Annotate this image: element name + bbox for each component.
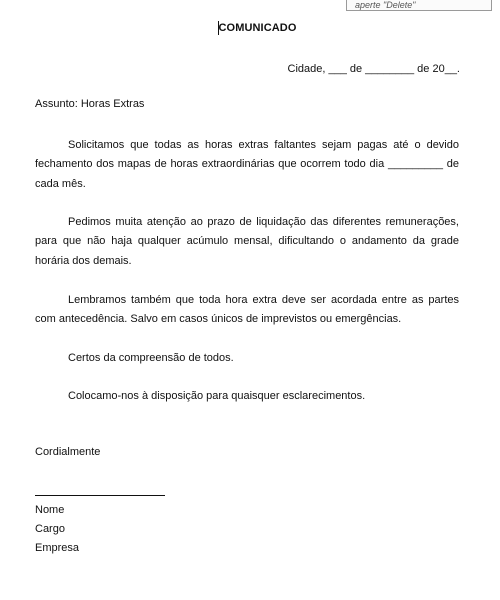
document-title[interactable]: [204, 22, 297, 34]
signature-role[interactable]: Cargo: [35, 523, 65, 535]
paragraph-deadline-attention[interactable]: Pedimos muita atenção ao prazo de liquidação das diferentes remunerações, para que não haja qualquer acúmulo mensal, dificultando o andamento da grade horária dos demais.: [35, 216, 459, 267]
paragraph-advance-agreement[interactable]: Lembramos também que toda hora extra deve ser acordada entre as partes com antecedência. Salvo em casos únicos de imprevistos ou emergências.: [35, 294, 459, 326]
signature-company[interactable]: Empresa: [35, 542, 80, 554]
delete-hint-text: aperte "Delete": [355, 0, 416, 10]
paragraph-overtime-payment[interactable]: Solicitamos que todas as horas extras faltantes sejam pagas até o devido fechamento dos mapas de horas extraordinárias que ocorrem todo dia _________ de cada mês.: [35, 139, 459, 190]
delete-hint-box: [346, 0, 492, 11]
title-row: [0, 22, 500, 34]
document-title-text: COMUNICADO: [218, 22, 297, 34]
text-cursor: [218, 21, 219, 35]
paragraph-understanding[interactable]: Certos da compreensão de todos.: [68, 352, 234, 364]
city-date-line[interactable]: Cidade, ___ de ________ de 20__.: [287, 63, 460, 75]
signature-name[interactable]: Nome: [35, 504, 65, 516]
closing-salutation[interactable]: Cordialmente: [35, 446, 101, 458]
subject-line[interactable]: Assunto: Horas Extras: [35, 98, 145, 110]
paragraph-availability[interactable]: Colocamo-nos à disposição para quaisquer esclarecimentos.: [68, 390, 366, 402]
signature-line: [35, 495, 165, 496]
